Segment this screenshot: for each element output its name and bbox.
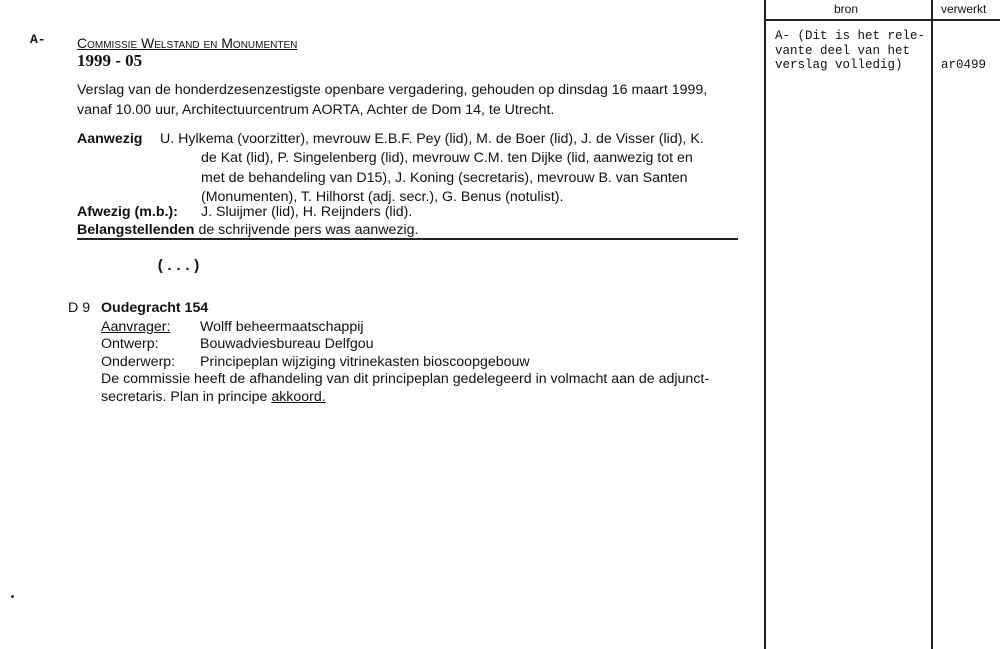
- bron-column-left-border: [764, 0, 766, 649]
- requester-value: Wolff beheermaatschappij: [200, 319, 364, 335]
- intro-paragraph: [77, 81, 707, 120]
- present-line: U. Hylkema (voorzitter), mevrouw E.B.F. Pey (lid), M. de Boer (lid), J. de Visser (lid), K.: [160, 131, 704, 147]
- subject-label: Onderwerp:: [101, 354, 176, 370]
- bron-column-right-border: [931, 0, 933, 649]
- intro-line: vanaf 10.00 uur, Architectuurcentrum AORTA, Achter de Dom 14, te Utrecht.: [77, 101, 555, 118]
- interested-value: de schrijvende pers was aanwezig.: [198, 222, 419, 238]
- verwerkt-header: verwerkt: [941, 2, 987, 16]
- present-line: de Kat (lid), P. Singelenberg (lid), mevrouw C.M. ten Dijke (lid, aanwezig tot en: [201, 150, 693, 166]
- present-list-continued: [201, 149, 693, 208]
- subject-value: Principeplan wijziging vitrinekasten bioscoopgebouw: [200, 354, 530, 370]
- margin-header-rule: [764, 19, 1000, 21]
- present-label: Aanwezig: [77, 131, 143, 147]
- bron-note-line: vante deel van het: [775, 43, 911, 58]
- decision-text: secretaris. Plan in principe: [101, 389, 272, 405]
- decision-line: [101, 388, 326, 408]
- report-number: 1999 - 05: [77, 51, 143, 70]
- bron-note-line: verslag volledig): [775, 58, 903, 72]
- bron-header: bron: [834, 2, 859, 16]
- item-title: Oudegracht 154: [101, 300, 209, 316]
- margin-mark: A-: [30, 32, 46, 47]
- decision-verdict: akkoord.: [271, 389, 326, 405]
- present-line: (Monumenten), T. Hilhorst (adj. secr.), G. Benus (notulist).: [201, 189, 564, 205]
- bron-note-line: A- (Dit is het rele-: [775, 29, 926, 43]
- bron-note: [775, 29, 925, 73]
- absent-value: J. Sluijmer (lid), H. Reijnders (lid).: [201, 204, 413, 220]
- verwerkt-value: ar0499: [941, 58, 987, 72]
- scan-speck: [11, 595, 14, 598]
- omission-ellipsis: (...): [156, 258, 202, 275]
- attendance-rule: [77, 238, 738, 240]
- design-value: Bouwadviesbureau Delfgou: [200, 336, 374, 352]
- design-label: Ontwerp:: [101, 336, 159, 352]
- item-code: D 9: [68, 300, 91, 316]
- present-list: [160, 130, 704, 150]
- requester-label: Aanvrager:: [101, 319, 171, 335]
- interested-label: Belangstellenden: [77, 222, 195, 238]
- decision-line: De commissie heeft de afhandeling van dit principeplan gedelegeerd in volmacht aan de adjunct-: [101, 371, 710, 387]
- intro-line: Verslag van de honderdzesenzestigste openbare vergadering, gehouden op dinsdag 16 maart 1999,: [77, 82, 708, 98]
- absent-label: Afwezig (m.b.):: [77, 204, 178, 220]
- present-line: met de behandeling van D15), J. Koning (secretaris), mevrouw B. van Santen: [201, 169, 688, 186]
- commission-title: Commissie Welstand en Monumenten: [77, 35, 298, 51]
